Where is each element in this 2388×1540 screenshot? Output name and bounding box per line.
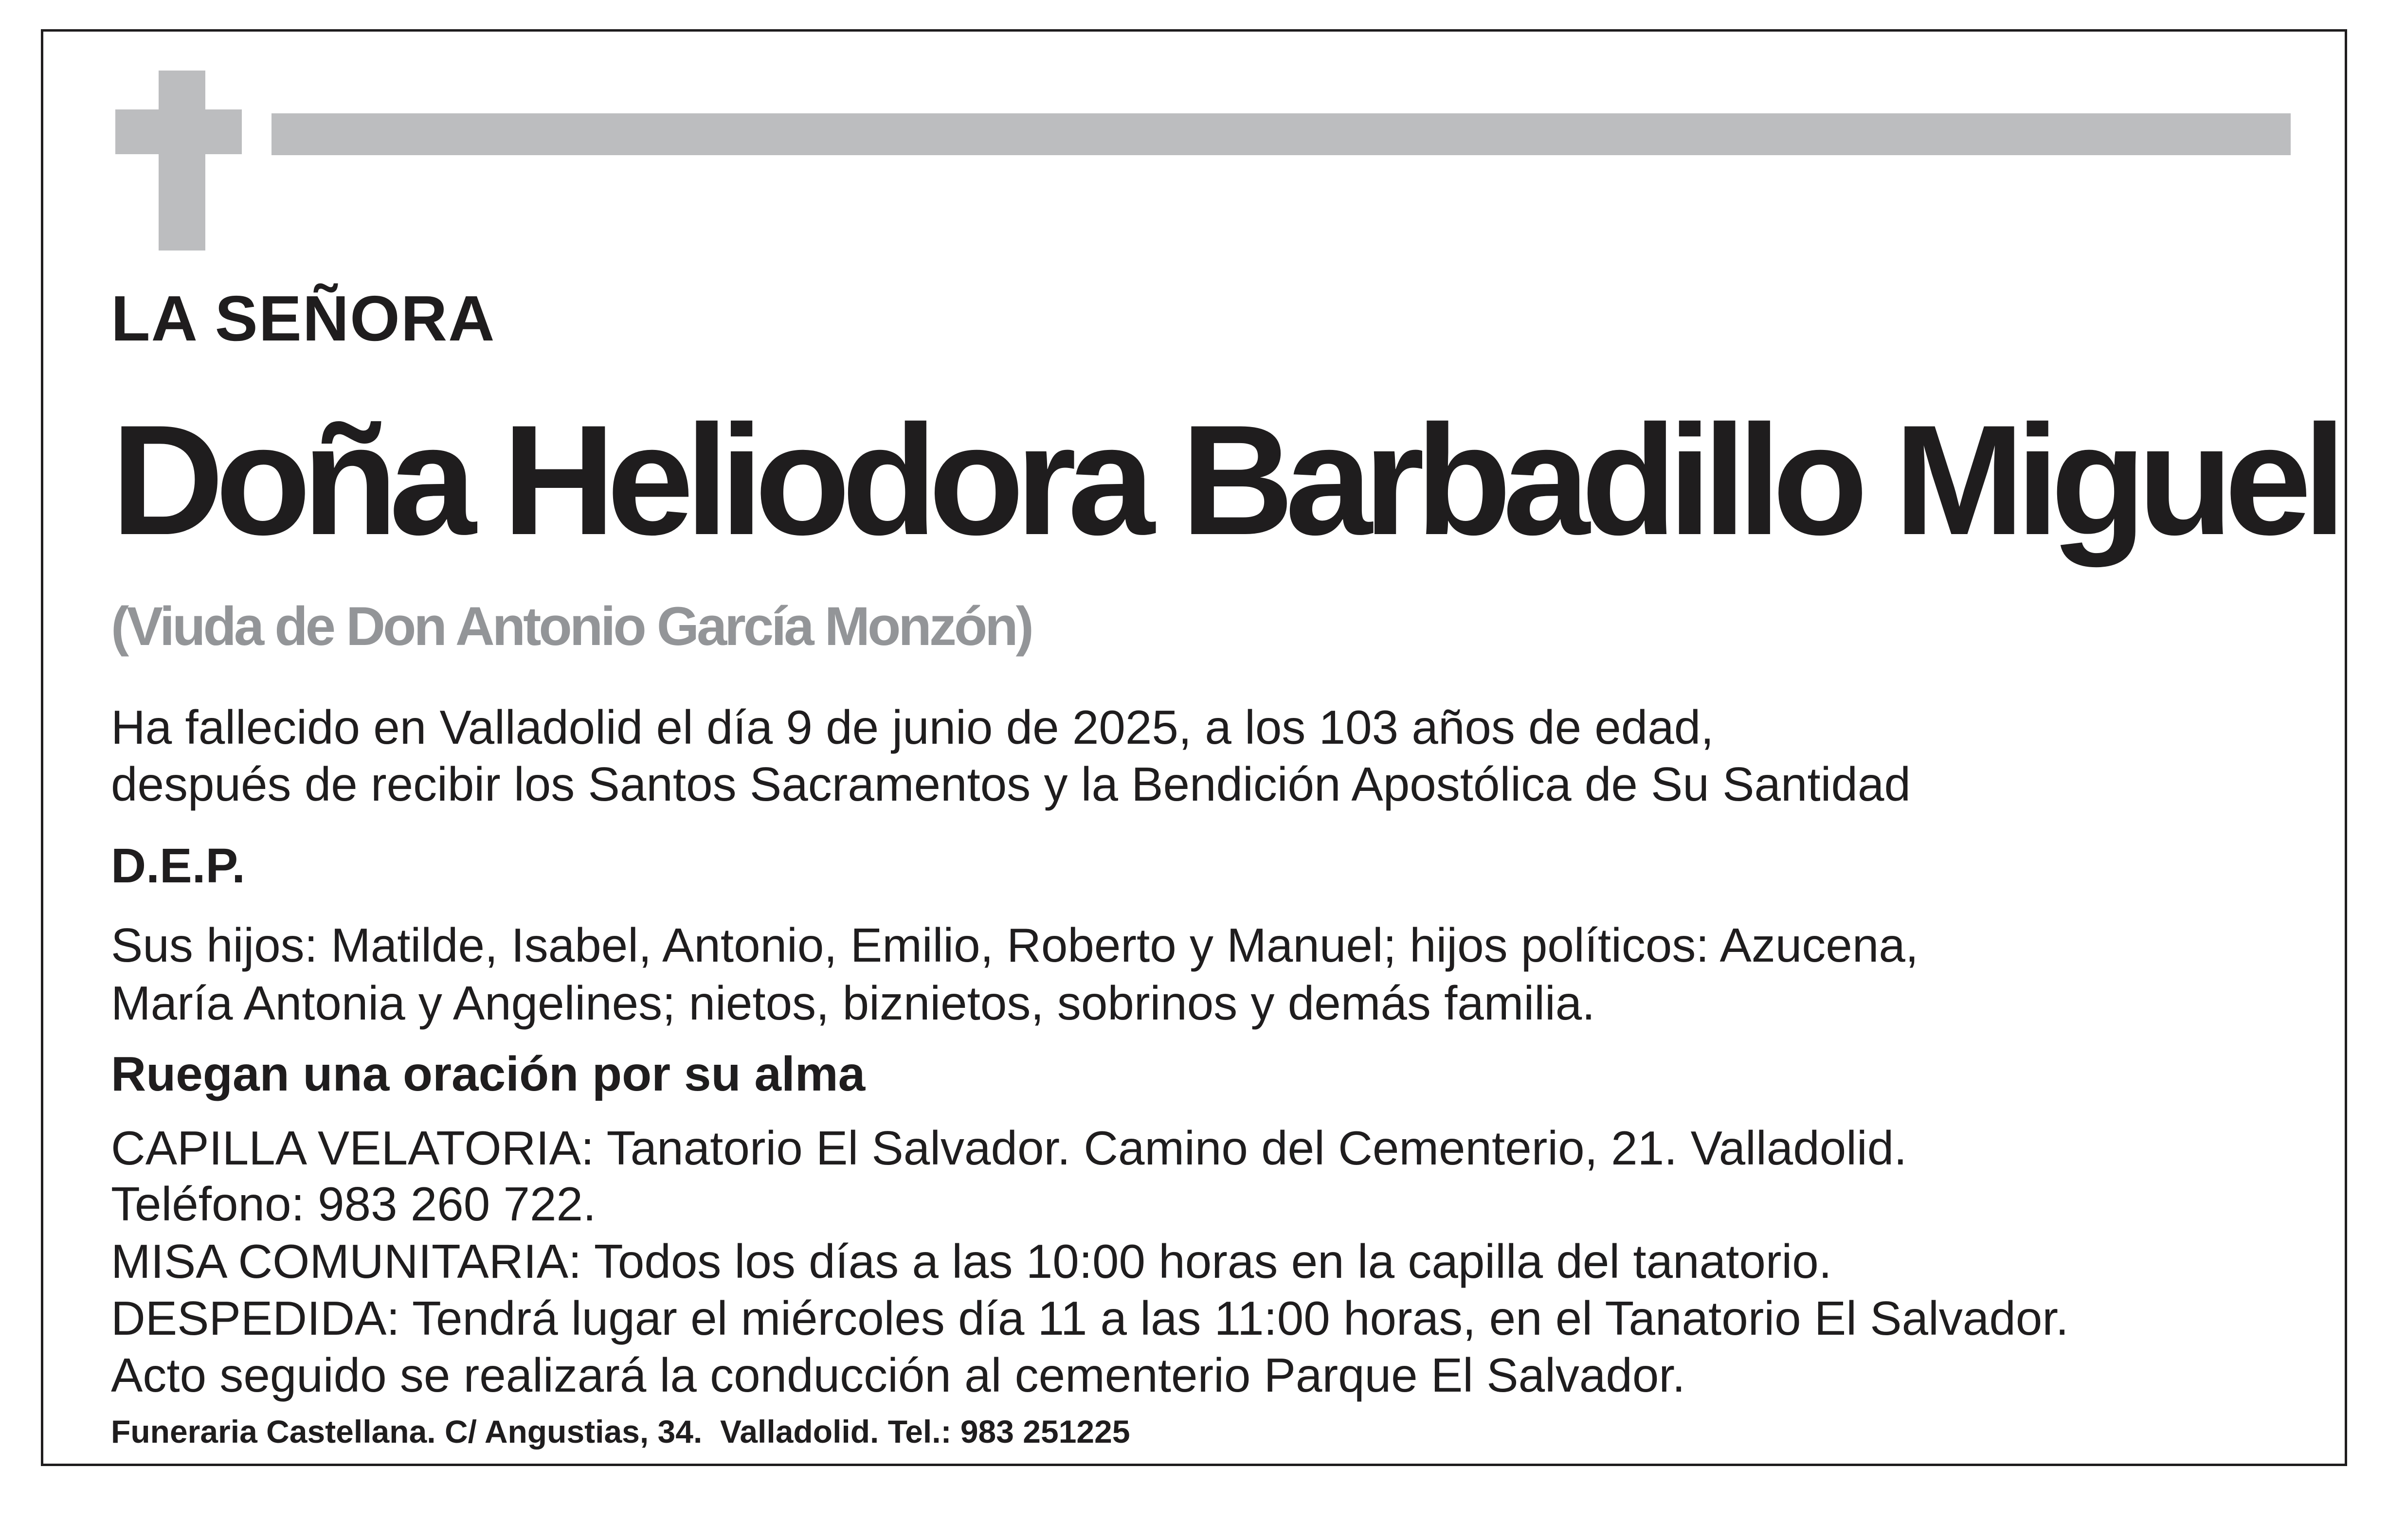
rip-label: D.E.P. <box>111 839 246 893</box>
service-line: Teléfono: 983 260 722. <box>111 1177 597 1231</box>
announcement-line: Ha fallecido en Valladolid el día 9 de junio de 2025, a los 103 años de edad, <box>111 700 1714 754</box>
announcement-line: después de recibir los Santos Sacramentos y la Bendición Apostólica de Su Santidad <box>111 757 1911 811</box>
service-line: MISA COMUNITARIA: Todos los días a las 10:00 horas en la capilla del tanatorio. <box>111 1235 1832 1288</box>
funeral-home-footer: Funeraria Castellana. C/ Angustias, 34. Valladolid. Tel.: 983 251225 <box>111 1414 1130 1450</box>
service-line: DESPEDIDA: Tendrá lugar el miércoles día 11 a las 11:00 horas, en el Tanatorio El Salvador. <box>111 1291 2069 1345</box>
family-line: Sus hijos: Matilde, Isabel, Antonio, Emilio, Roberto y Manuel; hijos políticos: Azucena, <box>111 918 1919 972</box>
relation-line: (Viuda de Don Antonio García Monzón) <box>111 596 1031 657</box>
prayer-request: Ruegan una oración por su alma <box>111 1047 866 1101</box>
cross-horizontal-bar <box>115 109 242 154</box>
deceased-name: Doña Heliodora Barbadillo Miguel <box>111 393 2338 568</box>
family-line: María Antonia y Angelines; nietos, biznietos, sobrinos y demás familia. <box>111 976 1595 1030</box>
service-line: Acto seguido se realizará la conducción al cementerio Parque El Salvador. <box>111 1348 1685 1402</box>
service-line: CAPILLA VELATORIA: Tanatorio El Salvador. Camino del Cementerio, 21. Valladolid. <box>111 1121 1907 1175</box>
title-prefix: LA SEÑORA <box>111 283 496 354</box>
cross-vertical-bar <box>159 71 205 251</box>
header-rule <box>271 113 2291 155</box>
